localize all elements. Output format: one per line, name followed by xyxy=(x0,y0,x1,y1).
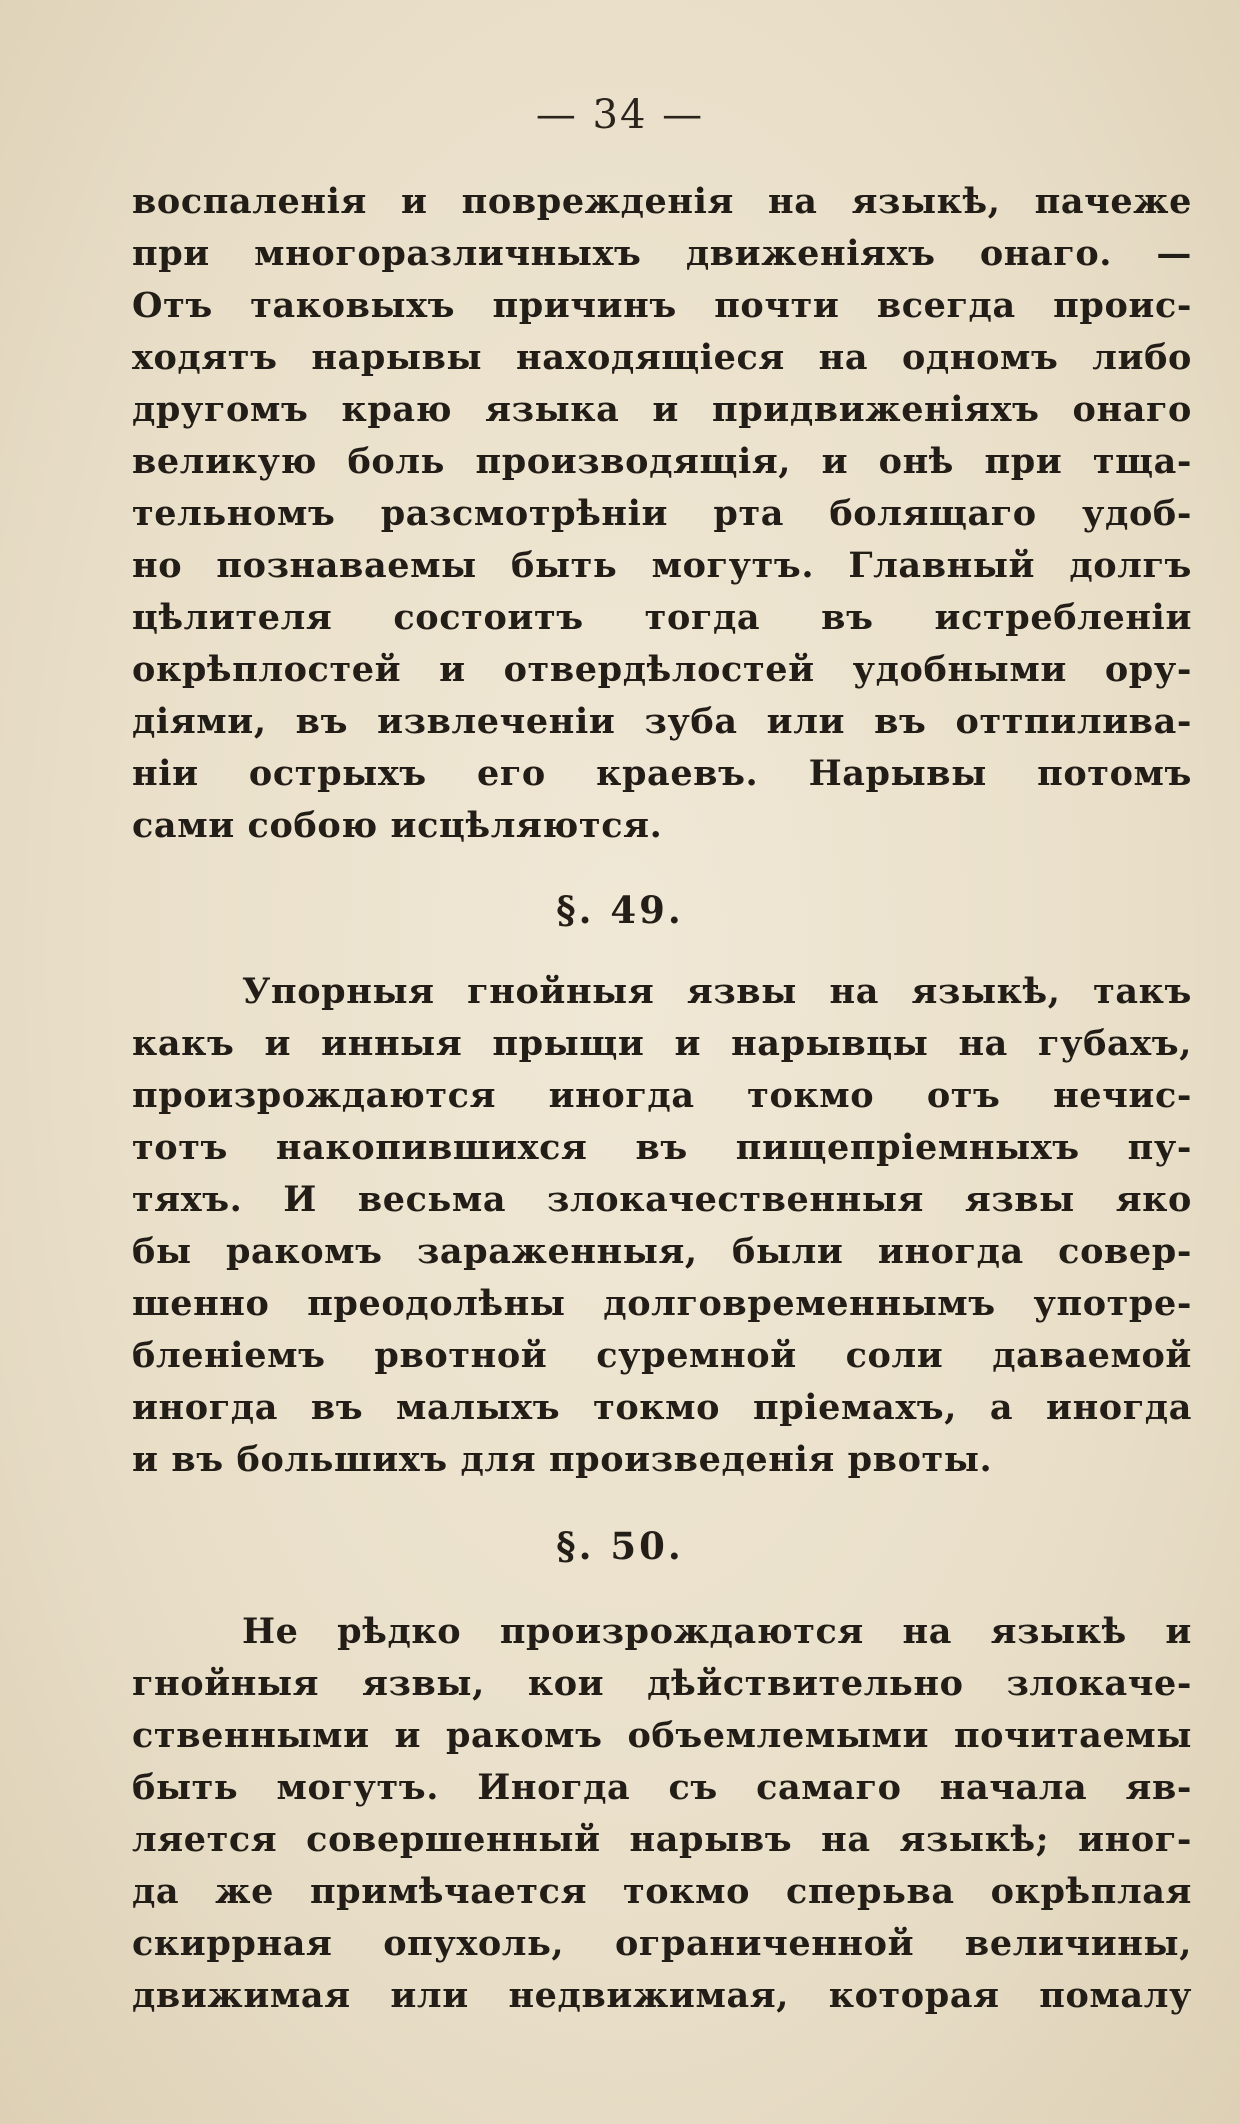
paragraph-2 xyxy=(132,966,1192,1486)
text-line: шенно преодолѣны долговременнымъ употре- xyxy=(132,1283,1192,1324)
text-line: другомъ краю языка и придвиженіяхъ онаго xyxy=(132,389,1192,430)
text-line: и въ большихъ для произведенія рвоты. xyxy=(132,1439,993,1480)
page-number: — 34 — xyxy=(535,92,705,138)
text-line: ственными и ракомъ объемлемыми почитаемы xyxy=(132,1715,1192,1756)
section-heading-50: §. 50. xyxy=(556,1524,684,1568)
text-line: тельномъ разсмотрѣніи рта болящаго удоб- xyxy=(132,493,1192,534)
text-line: бы ракомъ зараженныя, были иногда совер- xyxy=(132,1231,1192,1272)
text-line: тяхъ. И весьма злокачественныя язвы яко xyxy=(132,1179,1192,1220)
text-line: скиррная опухоль, ограниченной величины, xyxy=(132,1923,1192,1964)
text-line: ніи острыхъ его краевъ. Нарывы потомъ xyxy=(132,753,1192,794)
text-line: гнойныя язвы, кои дѣйствительно злокаче- xyxy=(132,1663,1192,1704)
text-line: да же примѣчается токмо сперьва окрѣплая xyxy=(132,1871,1192,1912)
text-line: великую боль производящія, и онѣ при тща- xyxy=(132,441,1192,482)
text-line: ходятъ нарывы находящіеся на одномъ либо xyxy=(132,337,1192,378)
text-line: иногда въ малыхъ токмо пріемахъ, а иногда xyxy=(132,1387,1192,1428)
text-line: при многоразличныхъ движеніяхъ онаго. — xyxy=(132,233,1192,274)
paragraph-3 xyxy=(132,1606,1192,2022)
section-heading-49: §. 49. xyxy=(556,888,684,932)
text-line: Не рѣдко произрождаются на языкѣ и xyxy=(242,1611,1192,1652)
text-line: діями, въ извлеченіи зуба или въ оттпилива- xyxy=(132,701,1192,742)
text-line: цѣлителя состоитъ тогда въ истребленіи xyxy=(132,597,1192,638)
text-line: но познаваемы быть могутъ. Главный долгъ xyxy=(132,545,1192,586)
text-line: воспаленія и поврежденія на языкѣ, пачеже xyxy=(132,181,1192,222)
text-line: ляется совершенный нарывъ на языкѣ; иног- xyxy=(132,1819,1192,1860)
text-line: движимая или недвижимая, которая помалу xyxy=(132,1975,1192,2016)
text-line: тотъ накопившихся въ пищепріемныхъ пу- xyxy=(132,1127,1192,1168)
text-line: быть могутъ. Иногда съ самаго начала яв- xyxy=(132,1767,1192,1808)
text-line: бленіемъ рвотной суремной соли даваемой xyxy=(132,1335,1192,1376)
paragraph-1 xyxy=(132,176,1192,852)
text-line: сами собою исцѣляются. xyxy=(132,805,663,846)
text-line: произрождаются иногда токмо отъ нечис- xyxy=(132,1075,1192,1116)
text-line: окрѣплостей и отвердѣлостей удобными ору- xyxy=(132,649,1192,690)
text-line: Упорныя гнойныя язвы на языкѣ, такъ xyxy=(242,971,1192,1012)
text-line: какъ и инныя прыщи и нарывцы на губахъ, xyxy=(132,1023,1192,1064)
text-line: Отъ таковыхъ причинъ почти всегда проис- xyxy=(132,285,1192,326)
